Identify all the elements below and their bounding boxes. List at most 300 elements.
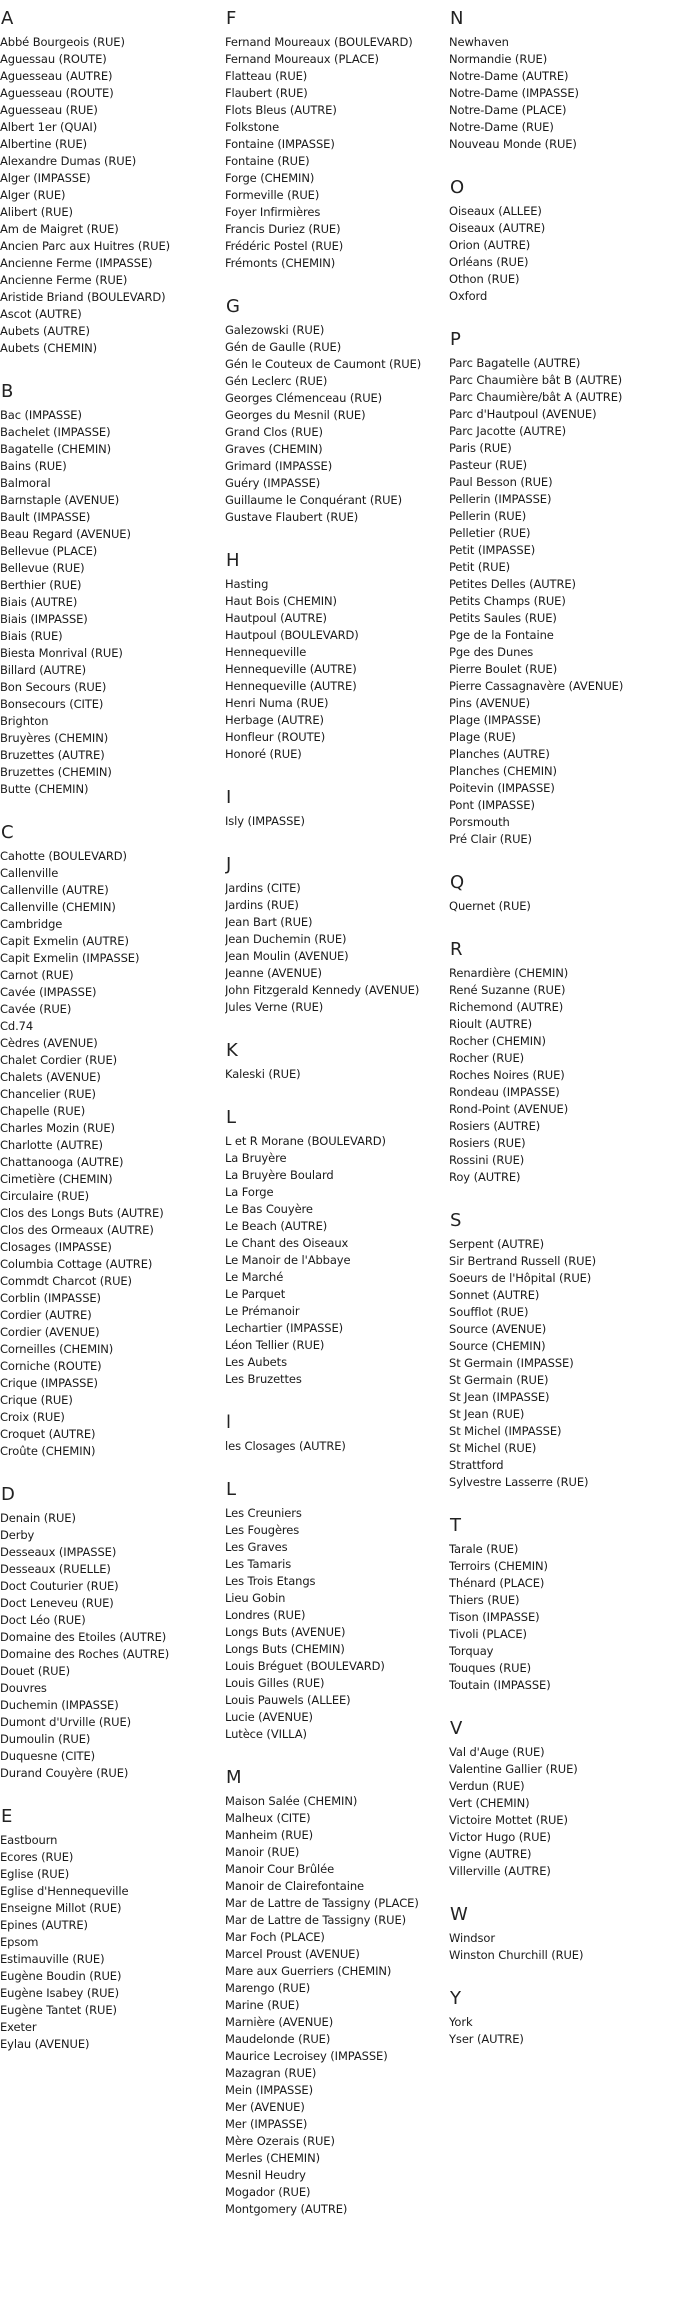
street-link[interactable]: Bellevue (RUE) — [0, 561, 85, 575]
street-link[interactable]: Serpent (AUTRE) — [449, 1237, 544, 1251]
street-link[interactable]: Commdt Charcot (RUE) — [0, 1274, 132, 1288]
street-link[interactable]: Chancelier (RUE) — [0, 1087, 96, 1101]
street-link[interactable]: Dumoulin (RUE) — [0, 1732, 91, 1746]
street-link[interactable]: Guillaume le Conquérant (RUE) — [225, 493, 402, 507]
street-link[interactable]: Capit Exmelin (AUTRE) — [0, 934, 129, 948]
street-link[interactable]: Maison Salée (CHEMIN) — [225, 1794, 358, 1808]
street-link[interactable]: Les Creuniers — [225, 1506, 302, 1520]
street-link[interactable]: Exeter — [0, 2020, 37, 2034]
street-link[interactable]: Crique (RUE) — [0, 1393, 73, 1407]
street-link[interactable]: Petits Saules (RUE) — [449, 611, 557, 625]
street-link[interactable]: Orion (AUTRE) — [449, 238, 531, 252]
street-link[interactable]: Doct Couturier (RUE) — [0, 1579, 119, 1593]
street-link[interactable]: Oxford — [449, 289, 488, 303]
street-link[interactable]: Isly (IMPASSE) — [225, 814, 305, 828]
street-link[interactable]: Pasteur (RUE) — [449, 458, 528, 472]
street-link[interactable]: Roy (AUTRE) — [449, 1170, 521, 1184]
street-link[interactable]: Mar de Lattre de Tassigny (PLACE) — [225, 1896, 419, 1910]
street-link[interactable]: Mogador (RUE) — [225, 2185, 311, 2199]
street-link[interactable]: Butte (CHEMIN) — [0, 782, 89, 796]
street-link[interactable]: Albertine (RUE) — [0, 137, 88, 151]
street-link[interactable]: Bon Secours (RUE) — [0, 680, 107, 694]
street-link[interactable]: York — [449, 2015, 473, 2029]
street-link[interactable]: Montgomery (AUTRE) — [225, 2202, 348, 2216]
street-link[interactable]: Galezowski (RUE) — [225, 323, 325, 337]
street-link[interactable]: Dumont d'Urville (RUE) — [0, 1715, 132, 1729]
street-link[interactable]: Carnot (RUE) — [0, 968, 74, 982]
street-link[interactable]: Roches Noires (RUE) — [449, 1068, 565, 1082]
street-link[interactable]: Verdun (RUE) — [449, 1779, 525, 1793]
street-link[interactable]: Alibert (RUE) — [0, 205, 73, 219]
street-link[interactable]: Croquet (AUTRE) — [0, 1427, 96, 1441]
street-link[interactable]: Tison (IMPASSE) — [449, 1610, 540, 1624]
street-link[interactable]: Herbage (AUTRE) — [225, 713, 324, 727]
street-link[interactable]: Hasting — [225, 577, 269, 591]
street-link[interactable]: Domaine des Roches (AUTRE) — [0, 1647, 170, 1661]
street-link[interactable]: Victor Hugo (RUE) — [449, 1830, 551, 1844]
street-link[interactable]: Kaleski (RUE) — [225, 1067, 301, 1081]
street-link[interactable]: Beau Regard (AVENUE) — [0, 527, 131, 541]
street-link[interactable]: Rossini (RUE) — [449, 1153, 525, 1167]
street-link[interactable]: Barnstaple (AVENUE) — [0, 493, 120, 507]
street-link[interactable]: Rond-Point (AVENUE) — [449, 1102, 569, 1116]
street-link[interactable]: Merles (CHEMIN) — [225, 2151, 320, 2165]
street-link[interactable]: Aubets (AUTRE) — [0, 324, 90, 338]
street-link[interactable]: Poitevin (IMPASSE) — [449, 781, 555, 795]
street-link[interactable]: Douvres — [0, 1681, 47, 1695]
street-link[interactable]: René Suzanne (RUE) — [449, 983, 566, 997]
street-link[interactable]: Cimetière (CHEMIN) — [0, 1172, 113, 1186]
street-link[interactable]: Frémonts (CHEMIN) — [225, 256, 336, 270]
street-link[interactable]: Parc Chaumière bât B (AUTRE) — [449, 373, 623, 387]
street-link[interactable]: Corblin (IMPASSE) — [0, 1291, 101, 1305]
street-link[interactable]: Paul Besson (RUE) — [449, 475, 553, 489]
street-link[interactable]: Ancienne Ferme (RUE) — [0, 273, 128, 287]
street-link[interactable]: Charles Mozin (RUE) — [0, 1121, 115, 1135]
street-link[interactable]: Honfleur (ROUTE) — [225, 730, 326, 744]
street-link[interactable]: Duchemin (IMPASSE) — [0, 1698, 119, 1712]
street-link[interactable]: Pellerin (RUE) — [449, 509, 527, 523]
street-link[interactable]: Lieu Gobin — [225, 1591, 286, 1605]
street-link[interactable]: Callenville (AUTRE) — [0, 883, 109, 897]
street-link[interactable]: Le Bas Couyère — [225, 1202, 313, 1216]
street-link[interactable]: Villerville (AUTRE) — [449, 1864, 551, 1878]
street-link[interactable]: Nouveau Monde (RUE) — [449, 137, 577, 151]
street-link[interactable]: Les Graves — [225, 1540, 288, 1554]
street-link[interactable]: Petits Champs (RUE) — [449, 594, 566, 608]
street-link[interactable]: Longs Buts (CHEMIN) — [225, 1642, 345, 1656]
street-link[interactable]: Circulaire (RUE) — [0, 1189, 90, 1203]
street-link[interactable]: Hautpoul (AUTRE) — [225, 611, 327, 625]
street-link[interactable]: Aguessau (ROUTE) — [0, 52, 107, 66]
street-link[interactable]: La Bruyère — [225, 1151, 287, 1165]
street-link[interactable]: Bruzettes (AUTRE) — [0, 748, 105, 762]
street-link[interactable]: Bains (RUE) — [0, 459, 67, 473]
street-link[interactable]: Sonnet (AUTRE) — [449, 1288, 540, 1302]
street-link[interactable]: Douet (RUE) — [0, 1664, 70, 1678]
street-link[interactable]: Capit Exmelin (IMPASSE) — [0, 951, 140, 965]
street-link[interactable]: Le Marché — [225, 1270, 284, 1284]
street-link[interactable]: Jeanne (AVENUE) — [225, 966, 322, 980]
street-link[interactable]: Chattanooga (AUTRE) — [0, 1155, 124, 1169]
street-link[interactable]: La Bruyère Boulard — [225, 1168, 334, 1182]
street-link[interactable]: Alger (IMPASSE) — [0, 171, 91, 185]
street-link[interactable]: Fernand Moureaux (BOULEVARD) — [225, 35, 413, 49]
street-link[interactable]: Marengo (RUE) — [225, 1981, 311, 1995]
street-link[interactable]: Biesta Monrival (RUE) — [0, 646, 123, 660]
street-link[interactable]: Jardins (CITE) — [225, 881, 301, 895]
street-link[interactable]: Estimauville (RUE) — [0, 1952, 105, 1966]
street-link[interactable]: Manoir (RUE) — [225, 1845, 300, 1859]
street-link[interactable]: Cd.74 — [0, 1019, 34, 1033]
street-link[interactable]: Derby — [0, 1528, 35, 1542]
street-link[interactable]: Bagatelle (CHEMIN) — [0, 442, 112, 456]
street-link[interactable]: Manoir de Clairefontaine — [225, 1879, 365, 1893]
street-link[interactable]: Pierre Boulet (RUE) — [449, 662, 558, 676]
street-link[interactable]: Eugène Isabey (RUE) — [0, 1986, 119, 2000]
street-link[interactable]: L et R Morane (BOULEVARD) — [225, 1134, 386, 1148]
street-link[interactable]: Maurice Lecroisey (IMPASSE) — [225, 2049, 388, 2063]
street-link[interactable]: Le Parquet — [225, 1287, 286, 1301]
street-link[interactable]: Flatteau (RUE) — [225, 69, 308, 83]
street-link[interactable]: Ancienne Ferme (IMPASSE) — [0, 256, 153, 270]
street-link[interactable]: Grimard (IMPASSE) — [225, 459, 333, 473]
street-link[interactable]: Rosiers (RUE) — [449, 1136, 526, 1150]
street-link[interactable]: Formeville (RUE) — [225, 188, 320, 202]
street-link[interactable]: Eglise d'Hennequeville — [0, 1884, 129, 1898]
street-link[interactable]: Am de Maigret (RUE) — [0, 222, 119, 236]
street-link[interactable]: Cavée (IMPASSE) — [0, 985, 97, 999]
street-link[interactable]: Mar de Lattre de Tassigny (RUE) — [225, 1913, 407, 1927]
street-link[interactable]: Alger (RUE) — [0, 188, 66, 202]
street-link[interactable]: Aguesseau (AUTRE) — [0, 69, 113, 83]
street-link[interactable]: Vigne (AUTRE) — [449, 1847, 532, 1861]
street-link[interactable]: Orléans (RUE) — [449, 255, 529, 269]
street-link[interactable]: Mar Foch (PLACE) — [225, 1930, 325, 1944]
street-link[interactable]: Clos des Ormeaux (AUTRE) — [0, 1223, 154, 1237]
street-link[interactable]: Closages (IMPASSE) — [0, 1240, 112, 1254]
street-link[interactable]: Bachelet (IMPASSE) — [0, 425, 111, 439]
street-link[interactable]: Rondeau (IMPASSE) — [449, 1085, 560, 1099]
street-link[interactable]: Brighton — [0, 714, 49, 728]
street-link[interactable]: Honoré (RUE) — [225, 747, 302, 761]
street-link[interactable]: Sylvestre Lasserre (RUE) — [449, 1475, 589, 1489]
street-link[interactable]: Pge des Dunes — [449, 645, 534, 659]
street-link[interactable]: Bruzettes (CHEMIN) — [0, 765, 112, 779]
street-link[interactable]: Chalet Cordier (RUE) — [0, 1053, 117, 1067]
street-link[interactable]: Hennequeville — [225, 645, 307, 659]
street-link[interactable]: Mère Ozerais (RUE) — [225, 2134, 335, 2148]
street-link[interactable]: Jean Bart (RUE) — [225, 915, 313, 929]
street-link[interactable]: Mer (IMPASSE) — [225, 2117, 308, 2131]
street-link[interactable]: Yser (AUTRE) — [449, 2032, 524, 2046]
street-link[interactable]: Mer (AVENUE) — [225, 2100, 305, 2114]
street-link[interactable]: Epsom — [0, 1935, 39, 1949]
street-link[interactable]: Enseigne Millot (RUE) — [0, 1901, 122, 1915]
street-link[interactable]: Gén le Couteux de Caumont (RUE) — [225, 357, 422, 371]
street-link[interactable]: Ascot (AUTRE) — [0, 307, 82, 321]
street-link[interactable]: Richemond (AUTRE) — [449, 1000, 564, 1014]
street-link[interactable]: Guéry (IMPASSE) — [225, 476, 321, 490]
street-link[interactable]: Chapelle (RUE) — [0, 1104, 86, 1118]
street-link[interactable]: Source (AVENUE) — [449, 1322, 547, 1336]
street-link[interactable]: Windsor — [449, 1931, 495, 1945]
street-link[interactable]: St Jean (IMPASSE) — [449, 1390, 550, 1404]
street-link[interactable]: Doct Leneveu (RUE) — [0, 1596, 114, 1610]
street-link[interactable]: les Closages (AUTRE) — [225, 1439, 346, 1453]
street-link[interactable]: Aguesseau (ROUTE) — [0, 86, 114, 100]
street-link[interactable]: Ancien Parc aux Huitres (RUE) — [0, 239, 170, 253]
street-link[interactable]: Epines (AUTRE) — [0, 1918, 88, 1932]
street-link[interactable]: Victoire Mottet (RUE) — [449, 1813, 568, 1827]
street-link[interactable]: Strattford — [449, 1458, 504, 1472]
street-link[interactable]: Notre-Dame (PLACE) — [449, 103, 567, 117]
street-link[interactable]: Domaine des Etoiles (AUTRE) — [0, 1630, 167, 1644]
street-link[interactable]: Parc Chaumière/bât A (AUTRE) — [449, 390, 623, 404]
street-link[interactable]: Louis Pauwels (ALLEE) — [225, 1693, 351, 1707]
street-link[interactable]: Biais (IMPASSE) — [0, 612, 88, 626]
street-link[interactable]: Cèdres (AVENUE) — [0, 1036, 98, 1050]
street-link[interactable]: Les Fougères — [225, 1523, 300, 1537]
street-link[interactable]: Biais (RUE) — [0, 629, 63, 643]
street-link[interactable]: Notre-Dame (RUE) — [449, 120, 554, 134]
street-link[interactable]: Lechartier (IMPASSE) — [225, 1321, 344, 1335]
street-link[interactable]: Les Bruzettes — [225, 1372, 302, 1386]
street-link[interactable]: Petites Delles (AUTRE) — [449, 577, 576, 591]
street-link[interactable]: Plage (IMPASSE) — [449, 713, 541, 727]
street-link[interactable]: Cavée (RUE) — [0, 1002, 72, 1016]
street-link[interactable]: Durand Couyère (RUE) — [0, 1766, 129, 1780]
street-link[interactable]: Lutèce (VILLA) — [225, 1727, 307, 1741]
street-link[interactable]: Columbia Cottage (AUTRE) — [0, 1257, 153, 1271]
street-link[interactable]: Mesnil Heudry — [225, 2168, 306, 2182]
street-link[interactable]: Gén Leclerc (RUE) — [225, 374, 328, 388]
street-link[interactable]: Desseaux (RUELLE) — [0, 1562, 111, 1576]
street-link[interactable]: Toutain (IMPASSE) — [449, 1678, 551, 1692]
street-link[interactable]: Clos des Longs Buts (AUTRE) — [0, 1206, 164, 1220]
street-link[interactable]: Eastbourn — [0, 1833, 58, 1847]
street-link[interactable]: Flots Bleus (AUTRE) — [225, 103, 337, 117]
street-link[interactable]: Touques (RUE) — [449, 1661, 532, 1675]
street-link[interactable]: Tivoli (PLACE) — [449, 1627, 527, 1641]
street-link[interactable]: Rocher (RUE) — [449, 1051, 525, 1065]
street-link[interactable]: Pont (IMPASSE) — [449, 798, 535, 812]
street-link[interactable]: Charlotte (AUTRE) — [0, 1138, 103, 1152]
street-link[interactable]: Doct Léo (RUE) — [0, 1613, 86, 1627]
street-link[interactable]: Marnière (AVENUE) — [225, 2015, 334, 2029]
street-link[interactable]: Foyer Infirmières — [225, 205, 321, 219]
street-link[interactable]: Newhaven — [449, 35, 509, 49]
street-link[interactable]: Croix (RUE) — [0, 1410, 65, 1424]
street-link[interactable]: Bruyères (CHEMIN) — [0, 731, 109, 745]
street-link[interactable]: Terroirs (CHEMIN) — [449, 1559, 548, 1573]
street-link[interactable]: Georges du Mesnil (RUE) — [225, 408, 366, 422]
street-link[interactable]: Tarale (RUE) — [449, 1542, 519, 1556]
street-link[interactable]: Ecores (RUE) — [0, 1850, 74, 1864]
street-link[interactable]: St Jean (RUE) — [449, 1407, 525, 1421]
street-link[interactable]: St Michel (IMPASSE) — [449, 1424, 562, 1438]
street-link[interactable]: Léon Tellier (RUE) — [225, 1338, 325, 1352]
street-link[interactable]: La Forge — [225, 1185, 274, 1199]
street-link[interactable]: Forge (CHEMIN) — [225, 171, 315, 185]
street-link[interactable]: Les Tamaris — [225, 1557, 292, 1571]
street-link[interactable]: Le Beach (AUTRE) — [225, 1219, 328, 1233]
street-link[interactable]: Torquay — [449, 1644, 494, 1658]
street-link[interactable]: Cambridge — [0, 917, 63, 931]
street-link[interactable]: Notre-Dame (AUTRE) — [449, 69, 569, 83]
street-link[interactable]: Planches (CHEMIN) — [449, 764, 557, 778]
street-link[interactable]: Eugène Tantet (RUE) — [0, 2003, 117, 2017]
street-link[interactable]: Soeurs de l'Hôpital (RUE) — [449, 1271, 592, 1285]
street-link[interactable]: Alexandre Dumas (RUE) — [0, 154, 137, 168]
street-link[interactable]: Porsmouth — [449, 815, 510, 829]
street-link[interactable]: Eugène Boudin (RUE) — [0, 1969, 122, 1983]
street-link[interactable]: Denain (RUE) — [0, 1511, 76, 1525]
street-link[interactable]: Soufflot (RUE) — [449, 1305, 529, 1319]
street-link[interactable]: Notre-Dame (IMPASSE) — [449, 86, 579, 100]
street-link[interactable]: Haut Bois (CHEMIN) — [225, 594, 337, 608]
street-link[interactable]: John Fitzgerald Kennedy (AVENUE) — [225, 983, 420, 997]
street-link[interactable]: Parc Bagatelle (AUTRE) — [449, 356, 581, 370]
street-link[interactable]: Valentine Gallier (RUE) — [449, 1762, 578, 1776]
street-link[interactable]: Petit (IMPASSE) — [449, 543, 536, 557]
street-link[interactable]: Fernand Moureaux (PLACE) — [225, 52, 379, 66]
street-link[interactable]: Cahotte (BOULEVARD) — [0, 849, 127, 863]
street-link[interactable]: St Germain (RUE) — [449, 1373, 549, 1387]
street-link[interactable]: Longs Buts (AVENUE) — [225, 1625, 346, 1639]
street-link[interactable]: Francis Duriez (RUE) — [225, 222, 341, 236]
street-link[interactable]: Petit (RUE) — [449, 560, 511, 574]
street-link[interactable]: Pellerin (IMPASSE) — [449, 492, 552, 506]
street-link[interactable]: Bellevue (PLACE) — [0, 544, 98, 558]
street-link[interactable]: Gén de Gaulle (RUE) — [225, 340, 342, 354]
street-link[interactable]: Albert 1er (QUAI) — [0, 120, 98, 134]
street-link[interactable]: Plage (RUE) — [449, 730, 516, 744]
street-link[interactable]: St Michel (RUE) — [449, 1441, 537, 1455]
street-link[interactable]: Winston Churchill (RUE) — [449, 1948, 584, 1962]
street-link[interactable]: Pré Clair (RUE) — [449, 832, 532, 846]
street-link[interactable]: Pierre Cassagnavère (AVENUE) — [449, 679, 624, 693]
street-link[interactable]: Marcel Proust (AVENUE) — [225, 1947, 360, 1961]
street-link[interactable]: Malheux (CITE) — [225, 1811, 311, 1825]
street-link[interactable]: Vert (CHEMIN) — [449, 1796, 530, 1810]
street-link[interactable]: Flaubert (RUE) — [225, 86, 308, 100]
street-link[interactable]: Hennequeville (AUTRE) — [225, 679, 357, 693]
street-link[interactable]: Le Chant des Oiseaux — [225, 1236, 349, 1250]
street-link[interactable]: Louis Gilles (RUE) — [225, 1676, 325, 1690]
street-link[interactable]: Londres (RUE) — [225, 1608, 306, 1622]
street-link[interactable]: Oiseaux (AUTRE) — [449, 221, 546, 235]
street-link[interactable]: Henri Numa (RUE) — [225, 696, 329, 710]
street-link[interactable]: Georges Clémenceau (RUE) — [225, 391, 383, 405]
street-link[interactable]: Aristide Briand (BOULEVARD) — [0, 290, 166, 304]
street-link[interactable]: Pge de la Fontaine — [449, 628, 554, 642]
street-link[interactable]: Quernet (RUE) — [449, 899, 531, 913]
street-link[interactable]: Rosiers (AUTRE) — [449, 1119, 541, 1133]
street-link[interactable]: Le Prémanoir — [225, 1304, 300, 1318]
street-link[interactable]: Manoir Cour Brûlée — [225, 1862, 335, 1876]
street-link[interactable]: Aubets (CHEMIN) — [0, 341, 98, 355]
street-link[interactable]: Eylau (AVENUE) — [0, 2037, 90, 2051]
street-link[interactable]: Grand Clos (RUE) — [225, 425, 323, 439]
street-link[interactable]: Mare aux Guerriers (CHEMIN) — [225, 1964, 392, 1978]
street-link[interactable]: Marine (RUE) — [225, 1998, 300, 2012]
street-link[interactable]: Crique (IMPASSE) — [0, 1376, 98, 1390]
street-link[interactable]: Eglise (RUE) — [0, 1867, 70, 1881]
street-link[interactable]: Paris (RUE) — [449, 441, 512, 455]
street-link[interactable]: Fontaine (IMPASSE) — [225, 137, 335, 151]
street-link[interactable]: Bonsecours (CITE) — [0, 697, 104, 711]
street-link[interactable]: Desseaux (IMPASSE) — [0, 1545, 117, 1559]
street-link[interactable]: Le Manoir de l'Abbaye — [225, 1253, 351, 1267]
street-link[interactable]: Duquesne (CITE) — [0, 1749, 96, 1763]
street-link[interactable]: Bac (IMPASSE) — [0, 408, 82, 422]
street-link[interactable]: Callenville — [0, 866, 59, 880]
street-link[interactable]: Pelletier (RUE) — [449, 526, 531, 540]
street-link[interactable]: Mazagran (RUE) — [225, 2066, 317, 2080]
street-link[interactable]: Cordier (AVENUE) — [0, 1325, 100, 1339]
street-link[interactable]: Jardins (RUE) — [225, 898, 299, 912]
street-link[interactable]: Callenville (CHEMIN) — [0, 900, 116, 914]
street-link[interactable]: Manheim (RUE) — [225, 1828, 314, 1842]
street-link[interactable]: Lucie (AVENUE) — [225, 1710, 313, 1724]
street-link[interactable]: Parc Jacotte (AUTRE) — [449, 424, 567, 438]
street-link[interactable]: Corniche (ROUTE) — [0, 1359, 102, 1373]
street-link[interactable]: Othon (RUE) — [449, 272, 520, 286]
street-link[interactable]: Croûte (CHEMIN) — [0, 1444, 96, 1458]
street-link[interactable]: Billard (AUTRE) — [0, 663, 87, 677]
street-link[interactable]: Val d'Auge (RUE) — [449, 1745, 545, 1759]
street-link[interactable]: Jean Duchemin (RUE) — [225, 932, 347, 946]
street-link[interactable]: Planches (AUTRE) — [449, 747, 550, 761]
street-link[interactable]: Hautpoul (BOULEVARD) — [225, 628, 359, 642]
street-link[interactable]: Balmoral — [0, 476, 51, 490]
street-link[interactable]: Jules Verne (RUE) — [225, 1000, 324, 1014]
street-link[interactable]: Pins (AVENUE) — [449, 696, 531, 710]
street-link[interactable]: Les Trois Etangs — [225, 1574, 316, 1588]
street-link[interactable]: Renardière (CHEMIN) — [449, 966, 569, 980]
street-link[interactable]: Maudelonde (RUE) — [225, 2032, 331, 2046]
street-link[interactable]: Gustave Flaubert (RUE) — [225, 510, 359, 524]
street-link[interactable]: Thénard (PLACE) — [449, 1576, 545, 1590]
street-link[interactable]: Parc d'Hautpoul (AVENUE) — [449, 407, 597, 421]
street-link[interactable]: Fontaine (RUE) — [225, 154, 310, 168]
street-link[interactable]: Aguesseau (RUE) — [0, 103, 98, 117]
street-link[interactable]: Rocher (CHEMIN) — [449, 1034, 546, 1048]
street-link[interactable]: Jean Moulin (AVENUE) — [225, 949, 349, 963]
street-link[interactable]: Oiseaux (ALLEE) — [449, 204, 542, 218]
street-link[interactable]: Bault (IMPASSE) — [0, 510, 91, 524]
street-link[interactable]: Mein (IMPASSE) — [225, 2083, 313, 2097]
street-link[interactable]: Corneilles (CHEMIN) — [0, 1342, 114, 1356]
street-link[interactable]: St Germain (IMPASSE) — [449, 1356, 574, 1370]
street-link[interactable]: Normandie (RUE) — [449, 52, 548, 66]
street-link[interactable]: Rioult (AUTRE) — [449, 1017, 533, 1031]
street-link[interactable]: Hennequeville (AUTRE) — [225, 662, 357, 676]
street-link[interactable]: Abbé Bourgeois (RUE) — [0, 35, 125, 49]
street-link[interactable]: Graves (CHEMIN) — [225, 442, 323, 456]
street-link[interactable]: Biais (AUTRE) — [0, 595, 78, 609]
street-link[interactable]: Les Aubets — [225, 1355, 287, 1369]
street-link[interactable]: Louis Bréguet (BOULEVARD) — [225, 1659, 385, 1673]
street-link[interactable]: Thiers (RUE) — [449, 1593, 520, 1607]
street-link[interactable]: Berthier (RUE) — [0, 578, 82, 592]
street-link[interactable]: Sir Bertrand Russell (RUE) — [449, 1254, 597, 1268]
street-link[interactable]: Source (CHEMIN) — [449, 1339, 546, 1353]
street-link[interactable]: Frédéric Postel (RUE) — [225, 239, 344, 253]
street-link[interactable]: Chalets (AVENUE) — [0, 1070, 101, 1084]
street-link[interactable]: Folkstone — [225, 120, 280, 134]
